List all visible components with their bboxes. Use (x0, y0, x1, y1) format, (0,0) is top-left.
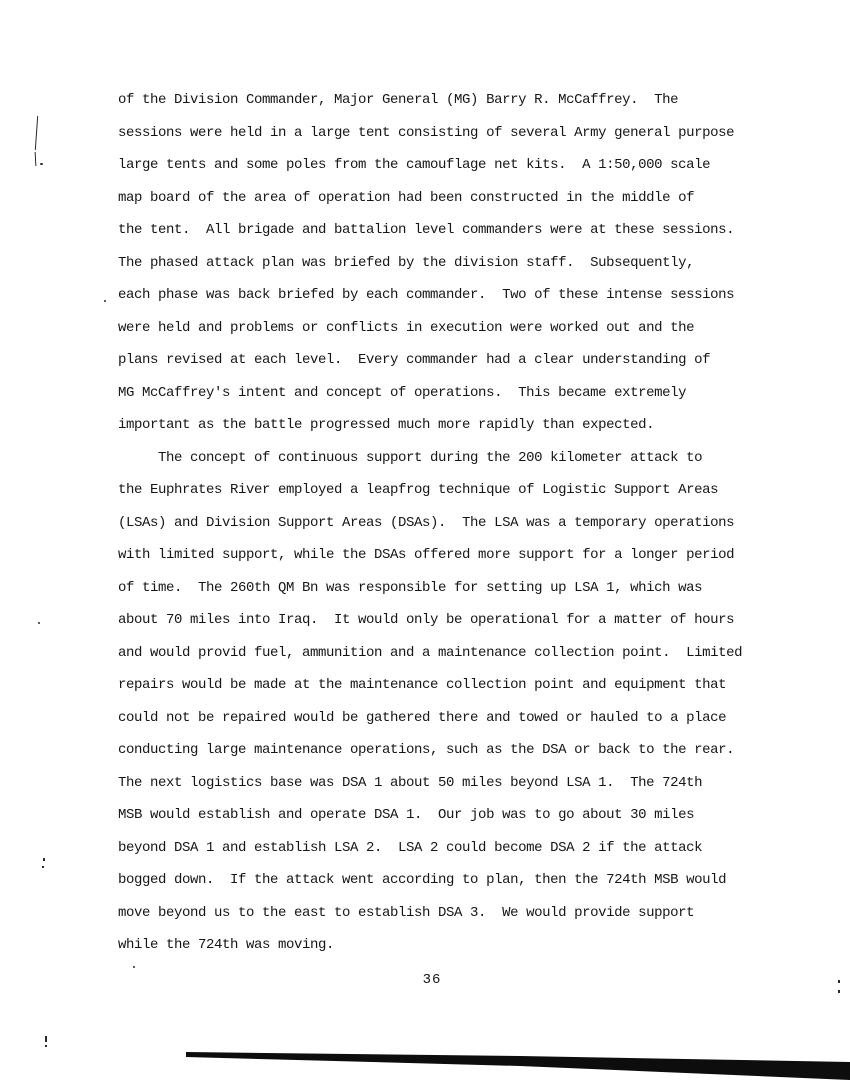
text-line: bogged down. If the attack went according to plan, then the 724th MSB would (118, 872, 727, 888)
text-line: large tents and some poles from the camouflage net kits. A 1:50,000 scale (118, 157, 711, 173)
scan-artifact-mark (45, 1045, 47, 1047)
scan-artifact-mark (838, 990, 840, 993)
text-line: the tent. All brigade and battalion level commanders were at these sessions. (118, 222, 735, 238)
text-line: while the 724th was moving. (118, 937, 335, 953)
text-line: The phased attack plan was briefed by the division staff. Subsequently, (118, 254, 695, 271)
text-line: MSB would establish and operate DSA 1. Our job was to go about 30 miles (118, 807, 695, 823)
text-line: map board of the area of operation had been constructed in the middle of (118, 189, 695, 206)
text-line: move beyond us to the east to establish DSA 3. We would provide support (118, 904, 695, 921)
scan-artifact-stroke (35, 116, 38, 150)
page-number: 36 (422, 972, 442, 988)
scan-artifact-mark (45, 1036, 47, 1042)
text-line: important as the battle progressed much more rapidly than expected. (118, 417, 655, 433)
document-body (118, 84, 758, 962)
text-line: beyond DSA 1 and establish LSA 2. LSA 2 could become DSA 2 if the attack (118, 839, 703, 856)
text-line: were held and problems or conflicts in execution were worked out and the (118, 319, 695, 336)
text-line: MG McCaffrey's intent and concept of operations. This became extremely (118, 384, 687, 401)
scan-artifact-dot (133, 966, 135, 968)
text-line: of time. The 260th QM Bn was responsible for setting up LSA 1, which was (118, 579, 703, 596)
scan-artifact-dot (43, 858, 45, 861)
text-line: conducting large maintenance operations, such as the DSA or back to the rear. (118, 742, 735, 758)
text-line: repairs would be made at the maintenance collection point and equipment that (118, 677, 727, 693)
text-line: about 70 miles into Iraq. It would only be operational for a matter of hours (118, 612, 735, 628)
text-line: each phase was back briefed by each commander. Two of these intense sessions (118, 287, 735, 303)
text-line: The concept of continuous support during the 200 kilometer attack to (118, 449, 703, 466)
text-line: sessions were held in a large tent consisting of several Army general purpose (118, 124, 735, 141)
text-line: the Euphrates River employed a leapfrog technique of Logistic Support Areas (118, 482, 719, 498)
text-line: plans revised at each level. Every commander had a clear understanding of (118, 352, 711, 368)
text-line: could not be repaired would be gathered there and towed or hauled to a place (118, 709, 727, 726)
scan-artifact-dot (40, 163, 43, 165)
scan-artifact-dot (104, 300, 106, 302)
text-line: (LSAs) and Division Support Areas (DSAs). The LSA was a temporary operations (118, 514, 735, 531)
scan-artifact-mark (838, 980, 840, 983)
text-line: The next logistics base was DSA 1 about 50 miles beyond LSA 1. The 724th (118, 774, 703, 791)
scan-artifact-stroke (35, 152, 37, 166)
text-line: and would provid fuel, ammunition and a maintenance collection point. Limited (118, 644, 743, 661)
text-line: with limited support, while the DSAs offered more support for a longer period (118, 547, 735, 563)
text-line: of the Division Commander, Major General (MG) Barry R. McCaffrey. The (118, 92, 679, 108)
scan-artifact-dot (42, 866, 44, 868)
scan-artifact-dot (38, 622, 40, 624)
